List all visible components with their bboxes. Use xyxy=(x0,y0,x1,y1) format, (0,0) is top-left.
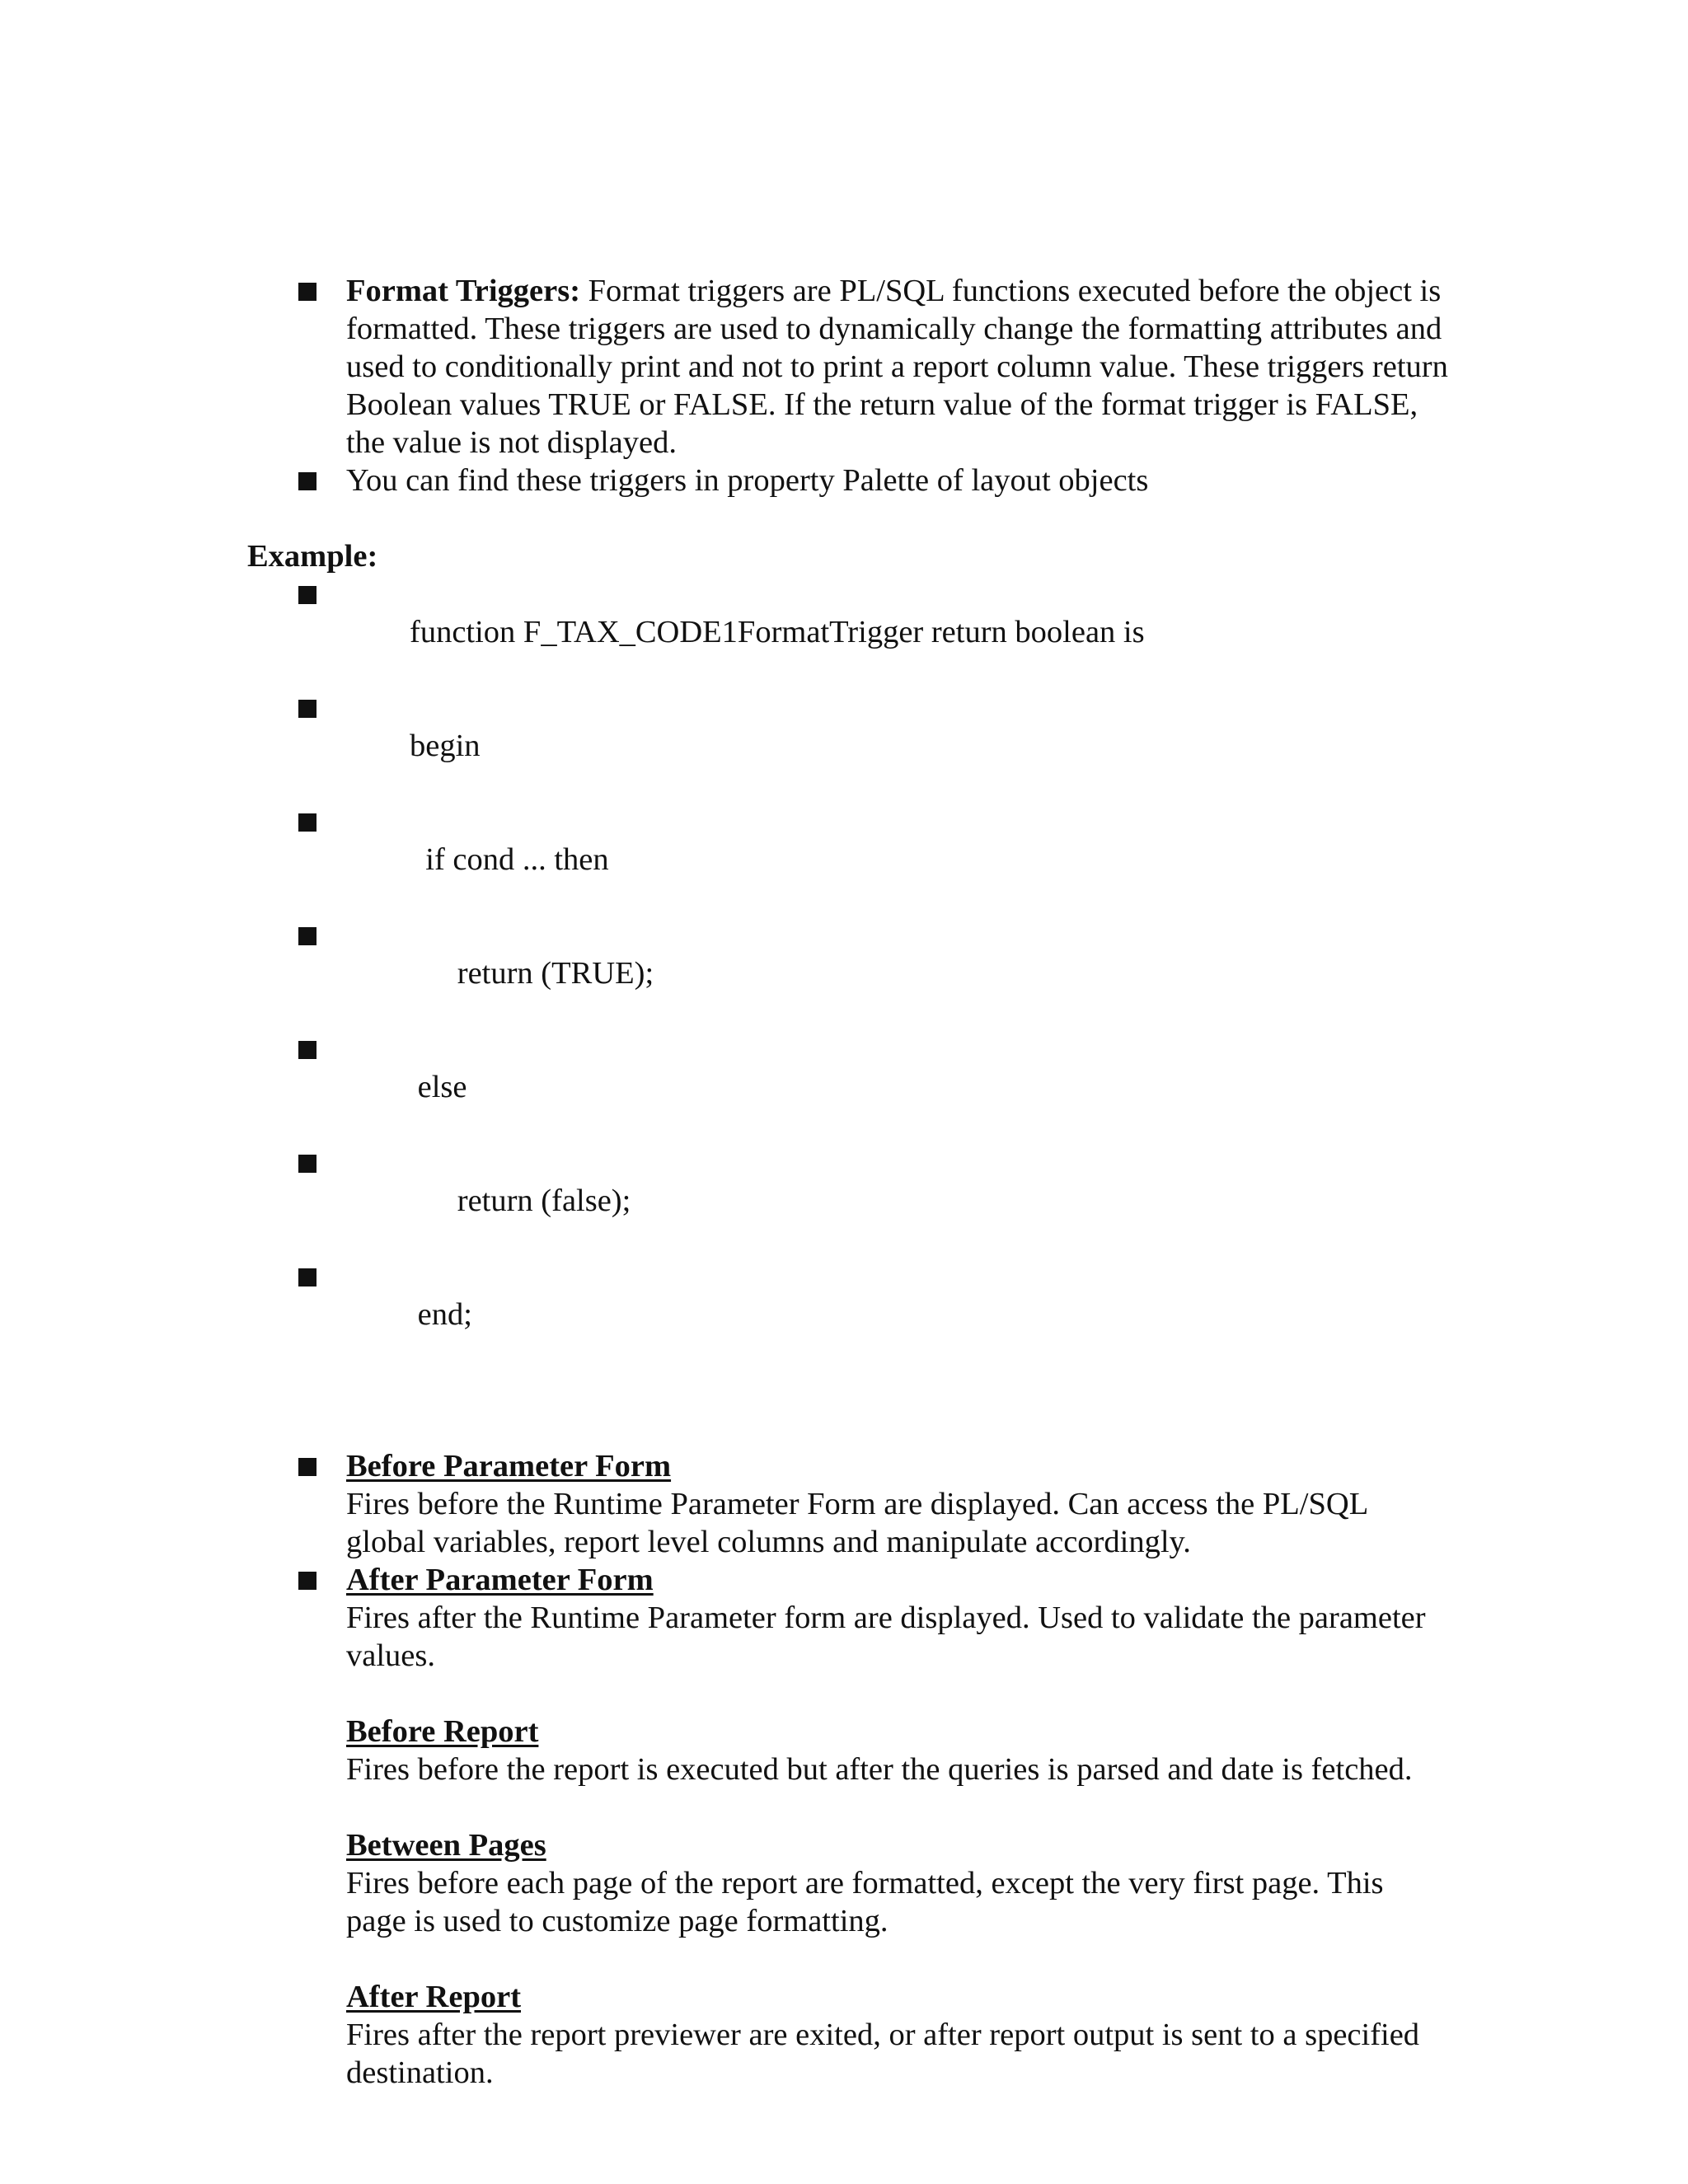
code-line xyxy=(247,575,1451,689)
palette-note-item xyxy=(247,462,1451,499)
after-parameter-form-title: After Parameter Form xyxy=(346,1563,654,1597)
code-line-text: if cond ... then xyxy=(410,842,609,877)
square-bullet-icon xyxy=(298,1458,316,1476)
square-bullet-icon xyxy=(298,586,316,604)
format-triggers-item xyxy=(247,272,1451,462)
before-parameter-form-title: Before Parameter Form xyxy=(346,1449,672,1483)
before-parameter-form-item xyxy=(247,1447,1451,1561)
square-bullet-icon xyxy=(298,813,316,832)
square-bullet-icon xyxy=(298,927,316,945)
code-line-text: end; xyxy=(410,1297,472,1332)
between-pages-desc: Fires before each page of the report are formatted, except the very first page. This page is used to customize page formatting. xyxy=(346,1866,1384,1938)
square-bullet-icon xyxy=(298,700,316,718)
after-report-section xyxy=(247,1978,1451,2092)
code-line-text: return (false); xyxy=(410,1183,631,1218)
square-bullet-icon xyxy=(298,1268,316,1286)
square-bullet-icon xyxy=(298,472,316,490)
square-bullet-icon xyxy=(298,1572,316,1590)
between-pages-title: Between Pages xyxy=(346,1828,546,1863)
code-line xyxy=(247,689,1451,803)
code-line xyxy=(247,1144,1451,1258)
after-report-desc: Fires after the report previewer are exited, or after report output is sent to a specified destination. xyxy=(346,2018,1420,2090)
square-bullet-icon xyxy=(298,1155,316,1173)
code-line-text: else xyxy=(410,1070,467,1104)
before-report-section xyxy=(247,1713,1451,1788)
before-report-desc: Fires before the report is executed but after the queries is parsed and date is fetched. xyxy=(346,1752,1413,1787)
code-line xyxy=(247,916,1451,1030)
code-block xyxy=(247,575,1451,1371)
page-content xyxy=(247,272,1451,2092)
format-triggers-term: Format Triggers: xyxy=(346,274,581,308)
code-line xyxy=(247,1030,1451,1144)
code-line xyxy=(247,1258,1451,1371)
before-report-title: Before Report xyxy=(346,1714,539,1749)
code-line-text: begin xyxy=(410,729,481,763)
before-parameter-form-desc: Fires before the Runtime Parameter Form are displayed. Can access the PL/SQL global variables, report level columns and manipulate accordingly. xyxy=(346,1487,1367,1559)
example-label: Example: xyxy=(247,539,378,574)
after-parameter-form-item xyxy=(247,1561,1451,1675)
code-line-text: function F_TAX_CODE1FormatTrigger return boolean is xyxy=(410,615,1145,649)
between-pages-section xyxy=(247,1826,1451,1940)
after-parameter-form-desc: Fires after the Runtime Parameter form are displayed. Used to validate the parameter values. xyxy=(346,1601,1426,1673)
square-bullet-icon xyxy=(298,283,316,301)
after-report-title: After Report xyxy=(346,1980,522,2014)
palette-note-text: You can find these triggers in property Palette of layout objects xyxy=(346,463,1149,498)
square-bullet-icon xyxy=(298,1041,316,1059)
code-line-text: return (TRUE); xyxy=(410,956,654,991)
code-line xyxy=(247,803,1451,916)
format-triggers-text: Format triggers are PL/SQL functions executed before the object is formatted. These triggers are used to dynamically change the formatting attributes and used to conditionally print and not to print a report column value. These triggers return Boolean values TRUE or FALSE. If the return value of the format trigger is FALSE, the value is not displayed. xyxy=(346,274,1448,460)
